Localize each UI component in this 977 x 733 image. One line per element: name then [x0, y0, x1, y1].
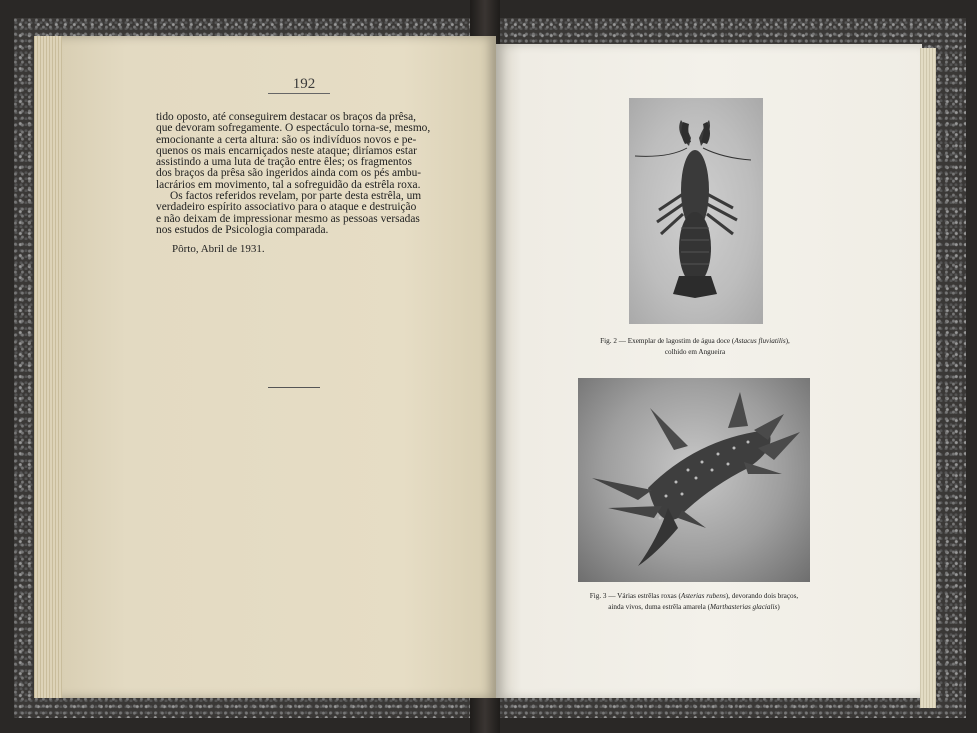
figure-caption [556, 591, 832, 613]
page-edges [34, 36, 62, 698]
caption-text: ), devorando dois braços, [725, 592, 799, 600]
text-line: lacrários em movimento, tal a sofreguidão da estrêla roxa. [156, 178, 421, 191]
caption-text: Fig. 2 — Exemplar de lagostim de água doce ( [600, 337, 735, 345]
text-line: dos braços da prêsa são ingeridos ainda com os pés ambu- [156, 167, 422, 180]
crayfish-photo [629, 98, 763, 324]
text-line: que devoram sofregamente. O espectáculo torna-se, mesmo, [156, 122, 431, 135]
text-line: emocionante a certa altura: são os indivíduos novos e pe- [156, 133, 417, 146]
text-line: tido oposto, até conseguirem destacar os braços da prêsa, [156, 111, 416, 123]
caption-text: ainda vivos, duma estrêla amarela ( [608, 603, 711, 611]
text-line: e não deixam de impressionar mesmo as pessoas versadas [156, 212, 420, 225]
text-line: verdadeiro espírito associativo para o ataque e destruição [156, 201, 417, 214]
species-name: Asterias rubens [680, 592, 726, 600]
caption-text: colhido em Angueira [664, 348, 726, 356]
species-name: Astacus fluviatilis [734, 337, 786, 345]
page-number-rule [268, 93, 330, 94]
caption-text: ) [777, 603, 780, 611]
end-rule [268, 387, 320, 388]
text-line: assistindo a uma luta de tração entre êles; os fragmentos [156, 156, 412, 169]
text-line: quenos os mais encarniçados neste ataque; diríamos estar [156, 144, 417, 157]
caption-text: Fig. 3 — Várias estrêlas roxas ( [589, 592, 681, 600]
species-name: Marthasterias glacialis [710, 603, 778, 611]
text-line: Os factos referidos revelam, por parte desta estrêla, um [170, 190, 422, 203]
starfish-photo [578, 378, 810, 582]
place-date-signature: Pôrto, Abril de 1931. [172, 243, 265, 255]
caption-text: ), [785, 337, 790, 345]
text-line: nos estudos de Psicologia comparada. [156, 223, 329, 236]
page-number: 192 [292, 76, 316, 92]
body-text [156, 112, 442, 236]
figure-caption [560, 336, 830, 358]
page-edges-right [920, 48, 936, 708]
